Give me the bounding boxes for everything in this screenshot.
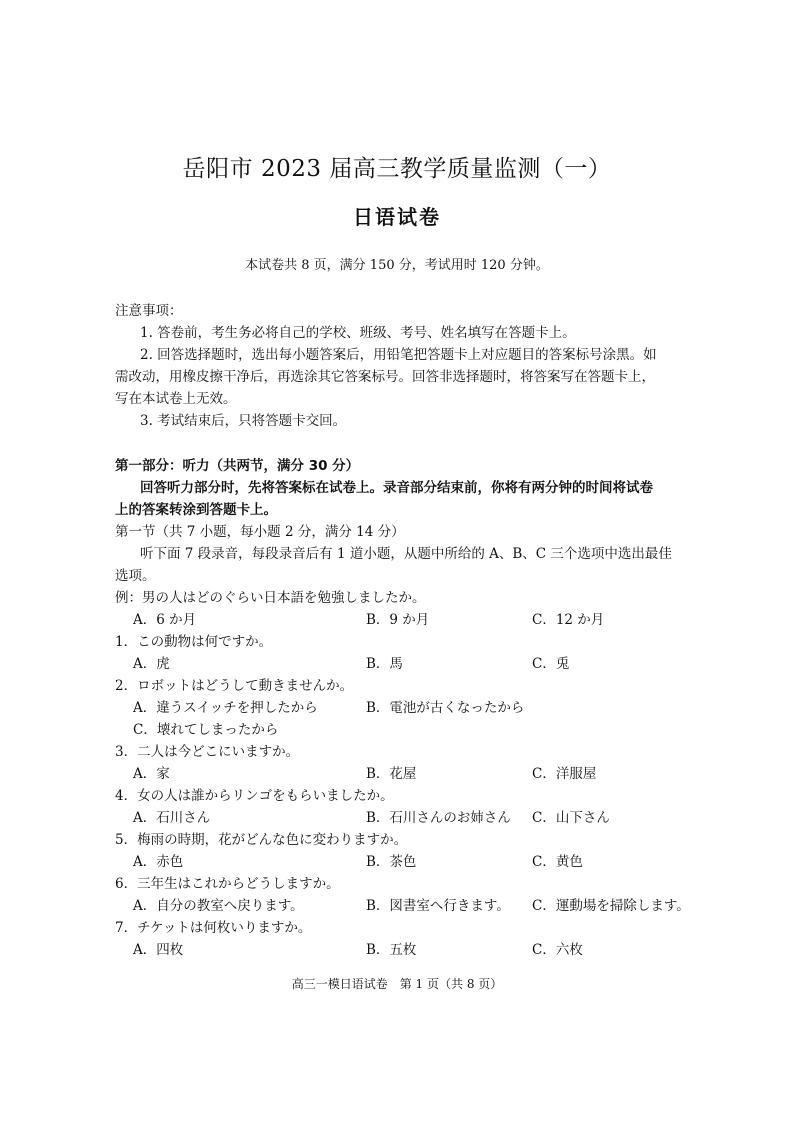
exam-info: 本试卷共 8 页，满分 150 分，考试用时 120 分钟。 bbox=[245, 258, 549, 273]
q1-option-a: A．虎 bbox=[133, 656, 170, 672]
q2-option-a: A．違うスイッチを押したから bbox=[133, 700, 318, 716]
notice-line-5: 3. 考试结束后，只将答题卡交回。 bbox=[140, 413, 347, 429]
q7-option-a: A．四枚 bbox=[133, 942, 184, 958]
q2-option-c: C．壊れてしまったから bbox=[133, 722, 279, 738]
section-heading: 第一节（共 7 小题，每小题 2 分，满分 14 分） bbox=[115, 524, 405, 540]
question-1: 1．この動物は何ですか。 bbox=[115, 634, 273, 650]
q3-option-a: A．家 bbox=[133, 766, 170, 782]
notice-line-1: 1. 答卷前，考生务必将自己的学校、班级、考号、姓名填写在答题卡上。 bbox=[140, 325, 576, 341]
notice-line-2: 2. 回答选择题时，选出每小题答案后，用铅笔把答题卡上对应题目的答案标号涂黑。如 bbox=[140, 347, 657, 363]
question-6: 6．三年生はこれからどうしますか。 bbox=[115, 876, 340, 892]
q1-option-c: C．兎 bbox=[532, 656, 570, 672]
q4-option-c: C．山下さん bbox=[532, 810, 610, 826]
section-line-2: 选项。 bbox=[115, 568, 156, 584]
question-5: 5．梅雨の時期，花がどんな色に変わりますか。 bbox=[115, 832, 408, 848]
question-3: 3．二人は今どこにいますか。 bbox=[115, 744, 300, 760]
question-4: 4．女の人は誰からリンゴをもらいましたか。 bbox=[115, 788, 394, 804]
example-question: 例：男の人はどのぐらい日本語を勉強しましたか。 bbox=[115, 590, 426, 606]
example-option-c: C．12 か月 bbox=[532, 612, 605, 628]
part1-instruction-1: 回答听力部分时，先将答案标在试卷上。录音部分结束前，你将有两分钟的时间将试卷 bbox=[140, 480, 653, 496]
part1-heading: 第一部分：听力（共两节，满分 30 分） bbox=[115, 458, 360, 474]
example-option-b: B．9 か月 bbox=[366, 612, 430, 628]
exam-title: 岳阳市 2023 届高三教学质量监测（一） bbox=[182, 156, 612, 182]
q4-option-a: A．石川さん bbox=[133, 810, 211, 826]
q1-option-b: B．馬 bbox=[366, 656, 403, 672]
q6-option-c: C．運動場を掃除します。 bbox=[532, 898, 690, 914]
section-line-1: 听下面 7 段录音，每段录音后有 1 道小题，从题中所给的 A、B、C 三个选项中选出最佳 bbox=[140, 546, 672, 562]
example-option-a: A．6 か月 bbox=[133, 612, 197, 628]
notice-heading: 注意事项： bbox=[115, 303, 183, 319]
q2-option-b: B．電池が古くなったから bbox=[366, 700, 525, 716]
q6-option-b: B．図書室へ行きます。 bbox=[366, 898, 510, 914]
notice-line-4: 写在本试卷上无效。 bbox=[115, 391, 237, 407]
exam-subtitle: 日语试卷 bbox=[353, 205, 441, 229]
question-2: 2．ロボットはどうして動きませんか。 bbox=[115, 678, 354, 694]
notice-line-3: 需改动，用橡皮擦干净后，再选涂其它答案标号。回答非选择题时，将答案写在答题卡上， bbox=[115, 369, 655, 385]
question-7: 7．チケットは何枚いりますか。 bbox=[115, 920, 312, 936]
q5-option-a: A．赤色 bbox=[133, 854, 184, 870]
q7-option-c: C．六枚 bbox=[532, 942, 583, 958]
page-footer: 高三一模日语试卷 第 1 页（共 8 页） bbox=[291, 977, 503, 991]
q4-option-b: B．石川さんのお姉さん bbox=[366, 810, 511, 826]
q3-option-c: C．洋服屋 bbox=[532, 766, 597, 782]
q6-option-a: A．自分の教室へ戻ります。 bbox=[133, 898, 304, 914]
q5-option-b: B．茶色 bbox=[366, 854, 417, 870]
q3-option-b: B．花屋 bbox=[366, 766, 417, 782]
q7-option-b: B．五枚 bbox=[366, 942, 417, 958]
q5-option-c: C．黄色 bbox=[532, 854, 583, 870]
part1-instruction-2: 上的答案转涂到答题卡上。 bbox=[115, 502, 277, 518]
